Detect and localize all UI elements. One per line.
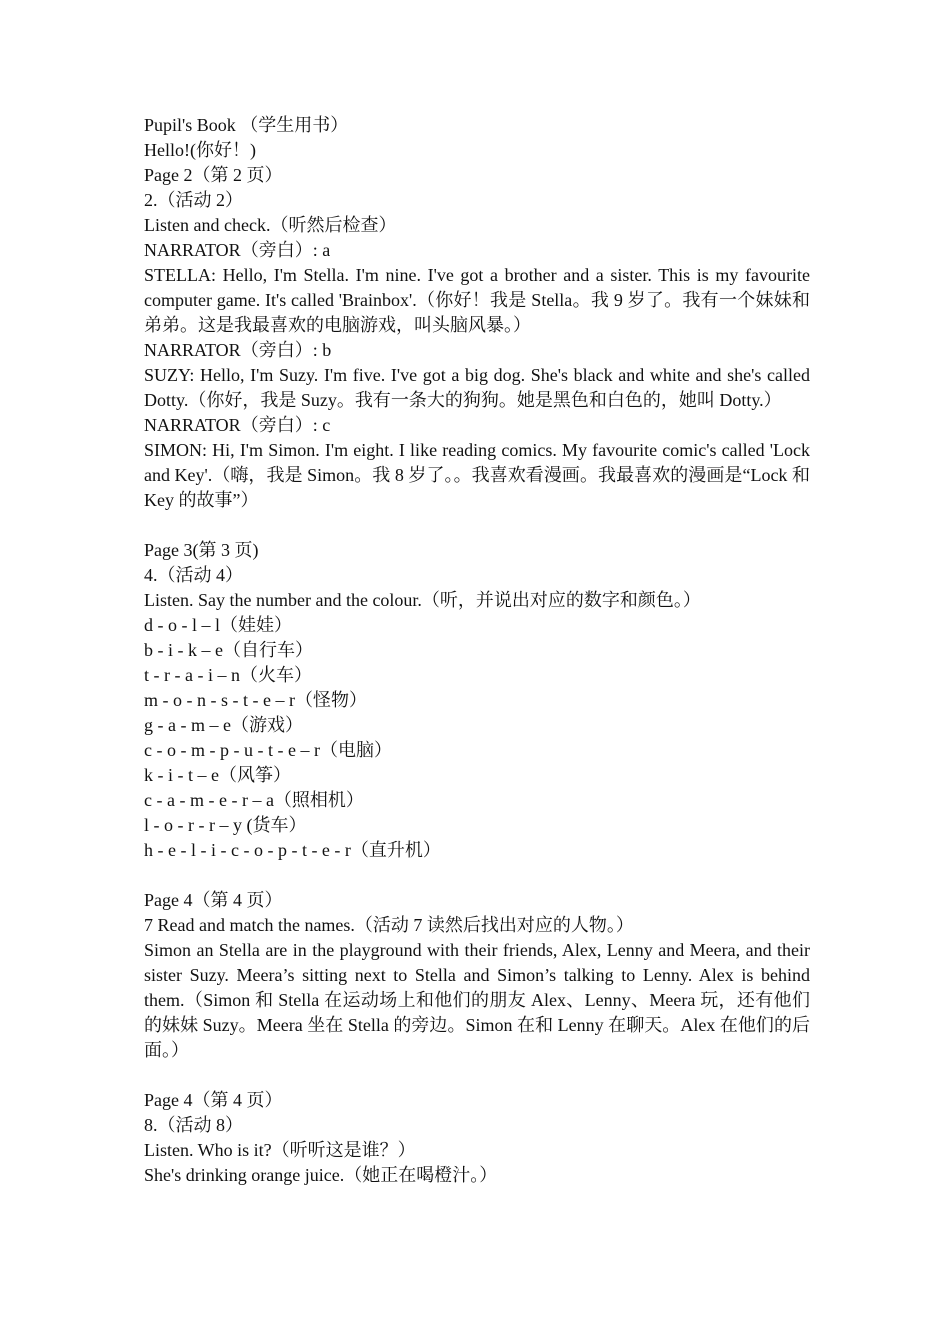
spelling-word: c - o - m - p - u - t - e – r（电脑）: [144, 740, 392, 760]
narrator-c: NARRATOR（旁白）: c: [144, 415, 331, 435]
activity-2-instruction: Listen and check.（听然后检查）: [144, 215, 397, 235]
page-4-heading-2: Page 4（第 4 页）: [144, 1090, 283, 1110]
spacer: [144, 513, 810, 538]
activity-4-heading: 4.（活动 4）: [144, 565, 243, 585]
activity-7-paragraph: Simon an Stella are in the playground with their friends, Alex, Lenny and Meera, and their sister Suzy. Meera’s sitting next to Stella and Simon’s talking to Lenny. Alex is behind them.（Simon 和 Stella 在运动场上和他们的朋友 Alex、Lenny、Meera 玩，还有他们的妹妹 Suzy。Meera 坐在 Stella 的旁边。Simon 在和 Lenny 在聊天。Alex 在他们的后面。）: [144, 940, 810, 1060]
activity-2-heading: 2.（活动 2）: [144, 190, 243, 210]
activity-7-heading: 7 Read and match the names.（活动 7 读然后找出对应的人物。）: [144, 915, 634, 935]
spelling-word: k - i - t – e（风筝）: [144, 765, 291, 785]
activity-4-instruction: Listen. Say the number and the colour.（听，并说出对应的数字和颜色。）: [144, 590, 701, 610]
spelling-word: b - i - k – e（自行车）: [144, 640, 313, 660]
page-4-heading: Page 4（第 4 页）: [144, 890, 283, 910]
unit-title: Hello!(你好！): [144, 140, 256, 160]
activity-8-instruction: Listen. Who is it?（听听这是谁？）: [144, 1140, 416, 1160]
activity-8-heading: 8.（活动 8）: [144, 1115, 243, 1135]
spelling-word: g - a - m – e（游戏）: [144, 715, 303, 735]
activity-8-line: She's drinking orange juice.（她正在喝橙汁。）: [144, 1165, 498, 1185]
book-title: Pupil's Book （学生用书）: [144, 115, 349, 135]
spelling-word: t - r - a - i – n（火车）: [144, 665, 312, 685]
spelling-word: l - o - r - r – y (货车）: [144, 815, 307, 835]
stella-paragraph: STELLA: Hello, I'm Stella. I'm nine. I've got a brother and a sister. This is my favourite computer game. It's called 'Brainbox'.（你好！我是 Stella。我 9 岁了。我有一个妹妹和弟弟。这是我最喜欢的电脑游戏，叫头脑风暴。）: [144, 265, 810, 335]
spelling-word: m - o - n - s - t - e – r（怪物）: [144, 690, 367, 710]
spacer: [144, 863, 810, 888]
page-3-heading: Page 3(第 3 页): [144, 540, 259, 560]
narrator-b: NARRATOR（旁白）: b: [144, 340, 332, 360]
document-page: [144, 113, 810, 1188]
narrator-a: NARRATOR（旁白）: a: [144, 240, 331, 260]
spelling-word: d - o - l – l（娃娃）: [144, 615, 292, 635]
spelling-word: c - a - m - e - r – a（照相机）: [144, 790, 364, 810]
spacer: [144, 1063, 810, 1088]
simon-paragraph: SIMON: Hi, I'm Simon. I'm eight. I like reading comics. My favourite comic's called 'Lock and Key'.（嗨，我是 Simon。我 8 岁了。。我喜欢看漫画。我最喜欢的漫画是“Lock 和 Key 的故事”）: [144, 440, 810, 510]
suzy-paragraph: SUZY: Hello, I'm Suzy. I'm five. I've got a big dog. She's black and white and she's called Dotty.（你好，我是 Suzy。我有一条大的狗狗。她是黑色和白色的，她叫 Dotty.）: [144, 365, 810, 410]
spelling-word: h - e - l - i - c - o - p - t - e - r（直升机）: [144, 840, 441, 860]
page-2-heading: Page 2（第 2 页）: [144, 165, 283, 185]
